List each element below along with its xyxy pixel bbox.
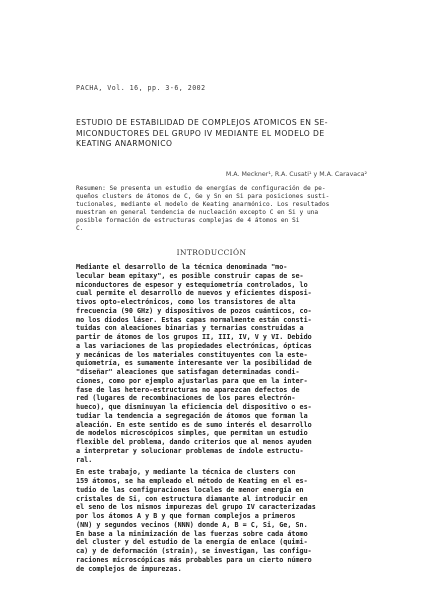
text-line: En base a la minimización de las fuerzas sobre cada átomo xyxy=(76,529,308,538)
text-line: partir de átomos de los grupos II, III, IV, V y VI. Debido xyxy=(76,333,312,341)
text-line: del cluster y del estudio de la energía de enlace (quimi- xyxy=(76,538,308,547)
abstract-line: C. xyxy=(76,225,84,233)
text-line: de complejos de impurezas. xyxy=(76,564,182,573)
text-line: a las variaciones de las propiedades electrónicas, ópticas xyxy=(76,341,312,350)
text-line: de modelos microscópicos simples, que permitan un estudio xyxy=(76,429,308,438)
text-line: ca) y de deformación (strain), se investigan, las configu- xyxy=(76,547,312,555)
text-line: mo los diodos láser. Estas capas normalmente están consti- xyxy=(76,315,312,324)
text-line: 159 átomos, se ha empleado el método de Keating en el es- xyxy=(76,477,308,485)
text-line: y mecánicas de los materiales constituyentes con la este- xyxy=(76,350,308,359)
author-list: M.A. Meckner¹, R.A. Cusati¹ y M.A. Caravaca² xyxy=(225,171,367,178)
abstract-line: tucionales, mediante el modelo de Keating anarmónico. Los resultados xyxy=(76,201,330,209)
text-line: el seno de los mismos impurezas del grupo IV caracterizadas xyxy=(76,503,316,512)
text-line: En este trabajo, y mediante la técnica de clusters con xyxy=(76,468,296,477)
title-line: ESTUDIO DE ESTABILIDAD DE COMPLEJOS ATOMICOS EN SE- xyxy=(76,118,328,127)
text-line: raciones microscópicas más probables para un cierto número xyxy=(76,555,312,564)
title-line: MICONDUCTORES DEL GRUPO IV MEDIANTE EL MODELO DE xyxy=(76,128,325,138)
text-line: lecular beam epitaxy", es posible construir capas de se- xyxy=(76,271,304,280)
text-line: red (lugares de recombinaciones de los pares electrón- xyxy=(76,394,296,403)
text-line: tuidas con aleaciones binarias y ternarias construidas a xyxy=(76,324,304,333)
section-heading-introduction: INTRODUCCIÓN xyxy=(176,248,247,257)
text-line: Mediante el desarrollo de la técnica denominada "mo- xyxy=(76,263,288,271)
text-line: frecuencia (90 GHz) y dispositivos de pozos cuánticos, co- xyxy=(76,306,312,315)
text-line: por los átomos A y B y que forman complejos a primeros xyxy=(76,512,296,520)
text-line: hueco), que disminuyan la eficiencia del dispositivo o es- xyxy=(76,403,312,411)
paragraph-2 xyxy=(76,468,372,573)
abstract-line: posible formación de estructuras complejas de 4 átomos en Si xyxy=(76,217,300,225)
text-line: tudiar la tendencia a segregación de átomos que forman la xyxy=(76,411,308,420)
text-line: flexible del problema, dando criterios que al menos ayuden xyxy=(76,438,312,446)
paper-title xyxy=(76,118,376,150)
abstract-line: muestran en general tendencia de nucleación excepto C en Si y una xyxy=(76,209,319,217)
text-line: tudio de las configuraciones locales de menor energía en xyxy=(76,485,304,494)
text-line: aleación. En este sentido es de sumo interés el desarrollo xyxy=(76,420,312,429)
body-text xyxy=(76,263,372,573)
text-line: cristales de Si, con estructura diamante al introducir en xyxy=(76,494,308,503)
abstract xyxy=(76,185,372,234)
paragraph-1 xyxy=(76,263,372,464)
text-line: ral. xyxy=(76,455,93,464)
abstract-line: queños clusters de átomos de C, Ge y Sn en Si para posiciones susti- xyxy=(76,193,330,201)
text-line: ciones, como por ejemplo ajustarlas para que en la inter- xyxy=(76,376,308,385)
text-line: tivos opto-electrónicos, como los transistores de alta xyxy=(76,298,296,306)
text-line: cual permite el desarrollo de nuevos y eficientes disposi- xyxy=(76,289,312,298)
abstract-line: Resumen: Se presenta un estudio de energías de configuración de pe- xyxy=(76,185,326,192)
text-line: (NN) y segundos vecinos (NNN) donde A, B = C, Si, Ge, Sn. xyxy=(76,520,308,529)
text-line: a interpretar y solucionar problemas de índole estructu- xyxy=(76,446,304,455)
journal-reference: PACHA, Vol. 16, pp. 3-6, 2002 xyxy=(76,84,206,92)
text-line: quiometría, es sumamente interesante ver la posibilidad de xyxy=(76,359,312,368)
text-line: "diseñar" aleaciones que satisfagan determinadas condi- xyxy=(76,368,300,376)
text-line: miconductores de espesor y estequiometría controlados, lo xyxy=(76,280,308,289)
title-line: KEATING ANARMONICO xyxy=(76,139,173,148)
text-line: fase de las hetero-estructuras no aparezcan defectos de xyxy=(76,385,300,394)
